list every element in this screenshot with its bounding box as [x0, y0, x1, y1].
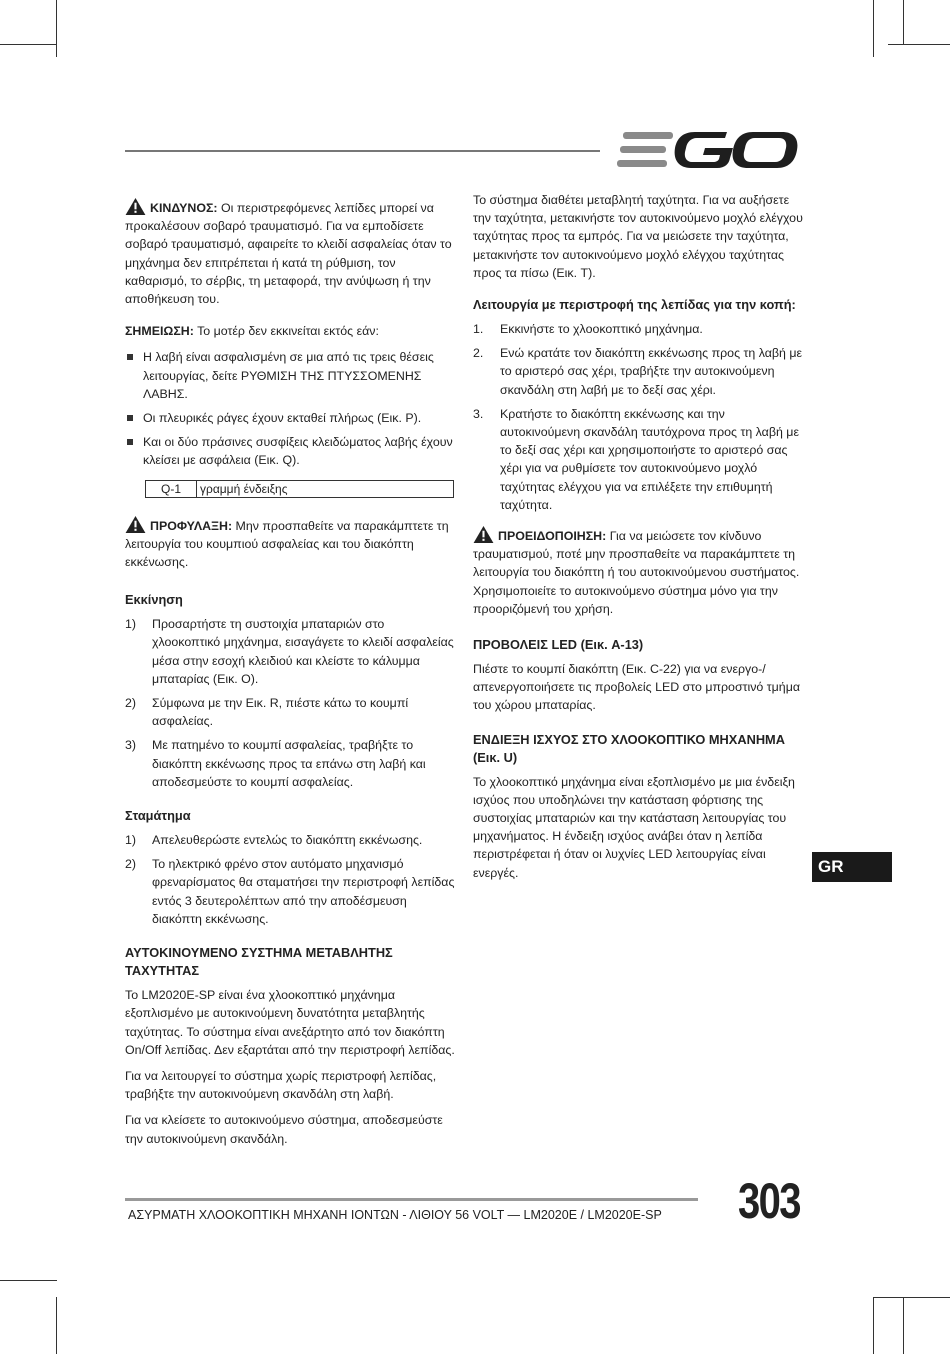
note-text: Το μοτέρ δεν εκκινείται εκτός εάν:: [197, 324, 379, 339]
step-text: Με πατημένο το κουμπί ασφαλείας, τραβήξτε το διακόπτη εκκένωσης προς τα επάνω στη λαβή και αποδεσμεύστε το κουμπί ασφαλείας.: [152, 738, 426, 789]
paragraph: Για να κλείσετε το αυτοκινούμενο σύστημα, αποδεσμεύστε την αυτοκινούμενη σκανδάλη.: [125, 1113, 443, 1146]
language-tab: GR: [812, 852, 892, 882]
list-item: [125, 736, 455, 791]
list-item: Η λαβή είναι ασφαλισμένη σε μια από τις τρεις θέσεις λειτουργίας, δείτε ΡΥΘΜΙΣΗ ΤΗΣ ΠΤΥΣΣΟΜΕΝΗΣ ΛΑΒΗΣ.: [125, 348, 455, 403]
step-number: 3.: [473, 406, 484, 421]
list-item: Και οι δύο πράσινες συσφίξεις κλειδώματος λαβής έχουν κλείσει με ασφάλεια (Εικ. Q).: [125, 433, 455, 469]
key-table: [145, 480, 454, 498]
conditions-list: [125, 348, 455, 469]
step-number: 1.: [473, 322, 484, 337]
crop-mark: [0, 1280, 57, 1281]
warning-triangle-icon: [473, 526, 494, 543]
list-item: Οι πλευρικές ράγες έχουν εκταθεί πλήρως (Εικ. P).: [125, 409, 455, 427]
crop-mark: [903, 0, 904, 44]
crop-mark: [56, 0, 57, 57]
variable-speed-heading: ΑΥΤΟΚΙΝΟΥΜΕΝΟ ΣΥΣΤΗΜΑ ΜΕΤΑΒΛΗΤΗΣ ΤΑΧΥΤΗΤΑΣ: [125, 945, 393, 979]
step-number: 1): [125, 833, 137, 848]
warning-label: ΠΡΟΕΙΔΟΠΟΙΗΣΗ:: [498, 529, 607, 544]
list-item: [473, 320, 803, 338]
step-text: Ενώ κρατάτε τον διακόπτη εκκένωσης προς τη λαβή με το αριστερό σας χέρι, τραβήξτε την αυτοκινούμενη σκανδάλη στη λαβή με το δεξί σας χέρι.: [500, 346, 803, 397]
crop-mark: [56, 1297, 57, 1354]
list-item: [125, 831, 455, 849]
crop-mark: [903, 1297, 904, 1354]
step-text: Σύμφωνα με την Εικ. R, πιέστε κάτω το κουμπί ασφαλείας.: [152, 696, 409, 729]
stop-heading: Σταμάτημα: [125, 808, 191, 824]
step-number: 2.: [473, 346, 484, 361]
step-text: Απελευθερώστε εντελώς το διακόπτη εκκένωσης.: [152, 833, 423, 848]
warning-triangle-icon: [125, 198, 146, 215]
crop-mark: [0, 44, 57, 45]
header-rule: [125, 150, 600, 152]
key-table-value: γραμμή ένδειξης: [200, 481, 288, 496]
page-number: 303: [738, 1173, 800, 1229]
danger-text: Οι περιστρεφόμενες λεπίδες μπορεί να προκαλέσουν σοβαρό τραυματισμό. Για να εμποδίσετε σοβαρό τραυματισμό, αφαιρείτε το κλειδί ασφαλείας όταν το μηχάνημα δεν επιτρέπεται ή κατά τη ρύθμιση, τον καθαρισμό, το σέρβις, τη μεταφορά, την ανύψωση ή την αποθήκευση του.: [125, 201, 452, 307]
list-item: [125, 855, 455, 928]
danger-notice: [125, 198, 455, 308]
caution-notice: [125, 516, 455, 572]
step-text: Εκκινήστε το χλοοκοπτικό μηχάνημα.: [500, 322, 703, 337]
power-heading: ΕΝΔΙΕΞΗ ΙΣΧΥΟΣ ΣΤΟ ΧΛΟΟΚΟΠΤΙΚΟ ΜΗΧΑΝΗΜΑ (Εικ. U): [473, 731, 785, 765]
step-number: 3): [125, 738, 137, 753]
rotation-heading: Λειτουργία με περιστροφή της λεπίδας για την κοπή:: [473, 297, 796, 313]
key-table-key: Q-1: [146, 481, 197, 497]
step-number: 1): [125, 617, 137, 632]
danger-label: ΚΙΝΔΥΝΟΣ:: [150, 201, 218, 215]
paragraph: Πιέστε το κουμπί διακόπτη (Εικ. C-22) για να ενεργο-/απενεργοποιήσετε τις προβολείς LED στο μπροστινό τμήμα του χώρου μπαταρίας.: [473, 662, 800, 713]
paragraph: Το χλοοκοπτικό μηχάνημα είναι εξοπλισμένο με μια ένδειξη ισχύος που υποδηλώνει την κατάσταση φόρτισης της συστοιχίας μπαταριών και την κατάσταση λειτουργίας του μηχανήματος. Η ένδειξη ισχύος ανάβει όταν η λεπίδα περιστρέφεται ή όταν οι λυχνίες LED λειτουργίας είναι ενεργές.: [473, 774, 795, 880]
paragraph: Το σύστημα διαθέτει μεταβλητή ταχύτητα. Για να αυξήσετε την ταχύτητα, μετακινήστε τον αυτοκινούμενο μοχλό ελέγχου ταχύτητας προς τα εμπρός. Για να μειώσετε την ταχύτητα, μετακινήστε τον αυτοκινούμενο μοχλό ελέγχου ταχύτητας προς τα πίσω (Εικ. T).: [473, 193, 803, 280]
led-heading: ΠΡΟΒΟΛΕΙΣ LED (Εικ. A-13): [473, 637, 644, 653]
warning-triangle-icon: [125, 516, 146, 533]
list-item: [473, 344, 803, 399]
note: [125, 322, 455, 340]
right-column: [473, 191, 803, 890]
stop-steps: [125, 831, 455, 928]
left-column: [125, 198, 455, 1156]
note-label: ΣΗΜΕΙΩΣΗ:: [125, 324, 194, 339]
warning-text: Για να μειώσετε τον κίνδυνο τραυματισμού, ποτέ μην προσπαθείτε να παρακάμπτετε τη λειτουργία του διακόπτη ή του αυτοκινούμενου συστήματος. Χρησιμοποιείτε το αυτοκινούμενο σύστημα μόνο για την προοριζόμενή του χρήση.: [473, 529, 800, 616]
caution-text: Μην προσπαθείτε να παρακάμπτετε τη λειτουργία του κουμπιού ασφαλείας και του διακόπτη εκκένωσης.: [125, 518, 449, 570]
start-heading: Εκκίνηση: [125, 592, 183, 608]
step-number: 2): [125, 696, 137, 711]
step-text: Κρατήστε το διακόπτη εκκένωσης και την αυτοκινούμενη σκανδάλη ταυτόχρονα προς τη λαβή με το δεξί σας χέρι και χρησιμοποιήστε το αριστερό σας χέρι για να ρυθμίσετε τον αυτοκινούμενο μοχλό ταχύτητας ελέγχου για να επιλέξετε την επιθυμητή ταχύτητα.: [500, 406, 799, 512]
step-number: 2): [125, 857, 137, 872]
crop-mark: [873, 1297, 874, 1354]
rotation-steps: [473, 320, 803, 514]
crop-mark: [873, 1297, 950, 1298]
paragraph: Για να λειτουργεί το σύστημα χωρίς περιστροφή λεπίδας, τραβήξτε την αυτοκινούμενη σκανδάλη στη λαβή.: [125, 1068, 437, 1102]
paragraph: Το LM2020E-SP είναι ένα χλοοκοπτικό μηχάνημα εξοπλισμένο με αυτοκινούμενη δυνατότητα μεταβλητής ταχύτητας. Το σύστημα είναι ανεξάρτητο από τον διακόπτη On/Off λεπίδας. Δεν εξαρτάται από την περιστροφή λεπίδας.: [125, 988, 455, 1057]
ego-logo: [617, 128, 799, 172]
warning-notice: [473, 526, 803, 618]
caution-label: ΠΡΟΦΥΛΑΞΗ:: [150, 518, 233, 533]
list-item: [125, 615, 455, 688]
footer-rule: [125, 1198, 698, 1201]
step-text: Προσαρτήστε τη συστοιχία μπαταριών στο χλοοκοπτικό μηχάνημα, εισαγάγετε το κλειδί ασφαλείας μέσα στην εσοχή κλειδιού και κλείστε το κάλυμμα μπαταρίας (Εικ. O).: [152, 617, 454, 686]
start-steps: [125, 615, 455, 791]
list-item: [473, 405, 803, 514]
footer-title: ΑΣΥΡΜΑΤΗ ΧΛΟΟΚΟΠΤΙΚΗ ΜΗΧΑΝΗ ΙΟΝΤΩΝ - ΛΙΘΙΟΥ 56 VOLT — LM2020E / LM2020E-SP: [128, 1208, 662, 1222]
crop-mark: [888, 44, 950, 45]
crop-mark: [873, 0, 874, 57]
step-text: Το ηλεκτρικό φρένο στον αυτόματο μηχανισμό φρεναρίσματος θα σταματήσει την περιστροφή λεπίδας εντός 3 δευτερολέπτων από την αποδέσμευση διακόπτη εκκένωσης.: [152, 857, 455, 926]
list-item: [125, 694, 455, 730]
